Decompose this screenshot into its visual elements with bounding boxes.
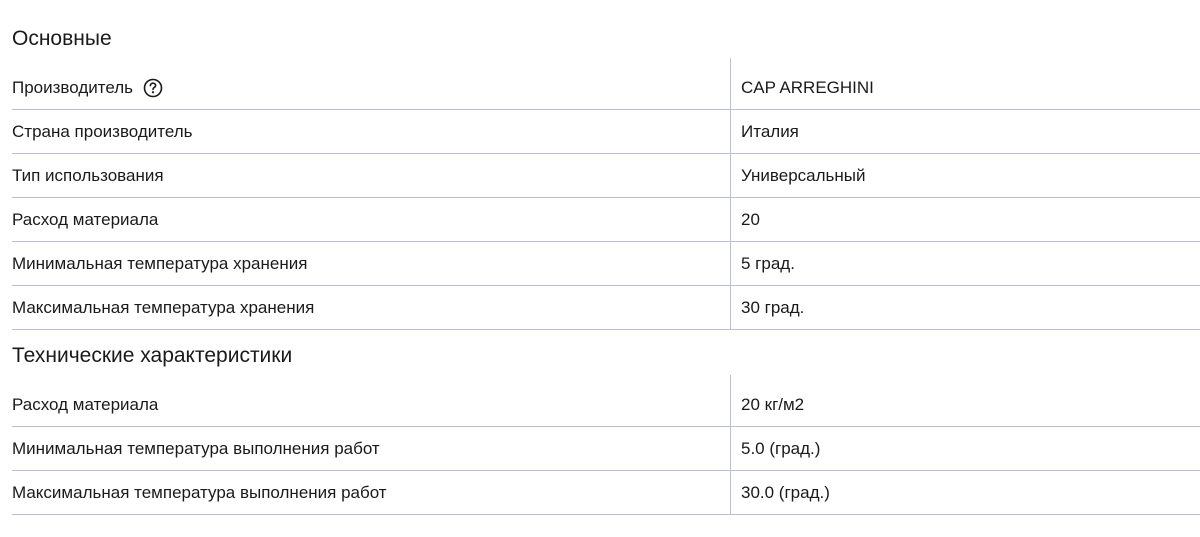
row-label: Минимальная температура хранения (12, 254, 308, 273)
row-value: 5 град. (730, 242, 1200, 285)
row-value: CAP ARREGHINI (730, 58, 1200, 109)
table-row (12, 286, 1200, 330)
row-value: Универсальный (730, 154, 1200, 197)
table-row (12, 110, 1200, 154)
table-row (12, 66, 1200, 110)
row-label: Расход материала (12, 395, 159, 414)
row-label: Расход материала (12, 210, 159, 229)
row-label: Страна производитель (12, 122, 193, 141)
table-row (12, 427, 1200, 471)
table-row (12, 471, 1200, 515)
specs-table-technical (12, 383, 1200, 515)
table-row (12, 154, 1200, 198)
row-label: Тип использования (12, 166, 164, 185)
row-value: Италия (730, 110, 1200, 153)
row-label: Максимальная температура выполнения работ (12, 483, 387, 502)
row-label-cell (12, 66, 163, 109)
section-title-technical: Технические характеристики (12, 344, 293, 367)
table-row (12, 242, 1200, 286)
table-row (12, 198, 1200, 242)
specs-table-main (12, 66, 1200, 330)
row-label: Максимальная температура хранения (12, 298, 315, 317)
row-label: Минимальная температура выполнения работ (12, 439, 380, 458)
row-value: 5.0 (град.) (730, 427, 1200, 470)
table-row (12, 383, 1200, 427)
row-value: 20 (730, 198, 1200, 241)
question-circle-icon[interactable] (143, 78, 163, 98)
row-value: 20 кг/м2 (730, 375, 1200, 426)
row-value: 30.0 (град.) (730, 471, 1200, 514)
section-title-main: Основные (12, 27, 112, 50)
row-label: Производитель (12, 78, 134, 97)
row-value: 30 град. (730, 286, 1200, 329)
